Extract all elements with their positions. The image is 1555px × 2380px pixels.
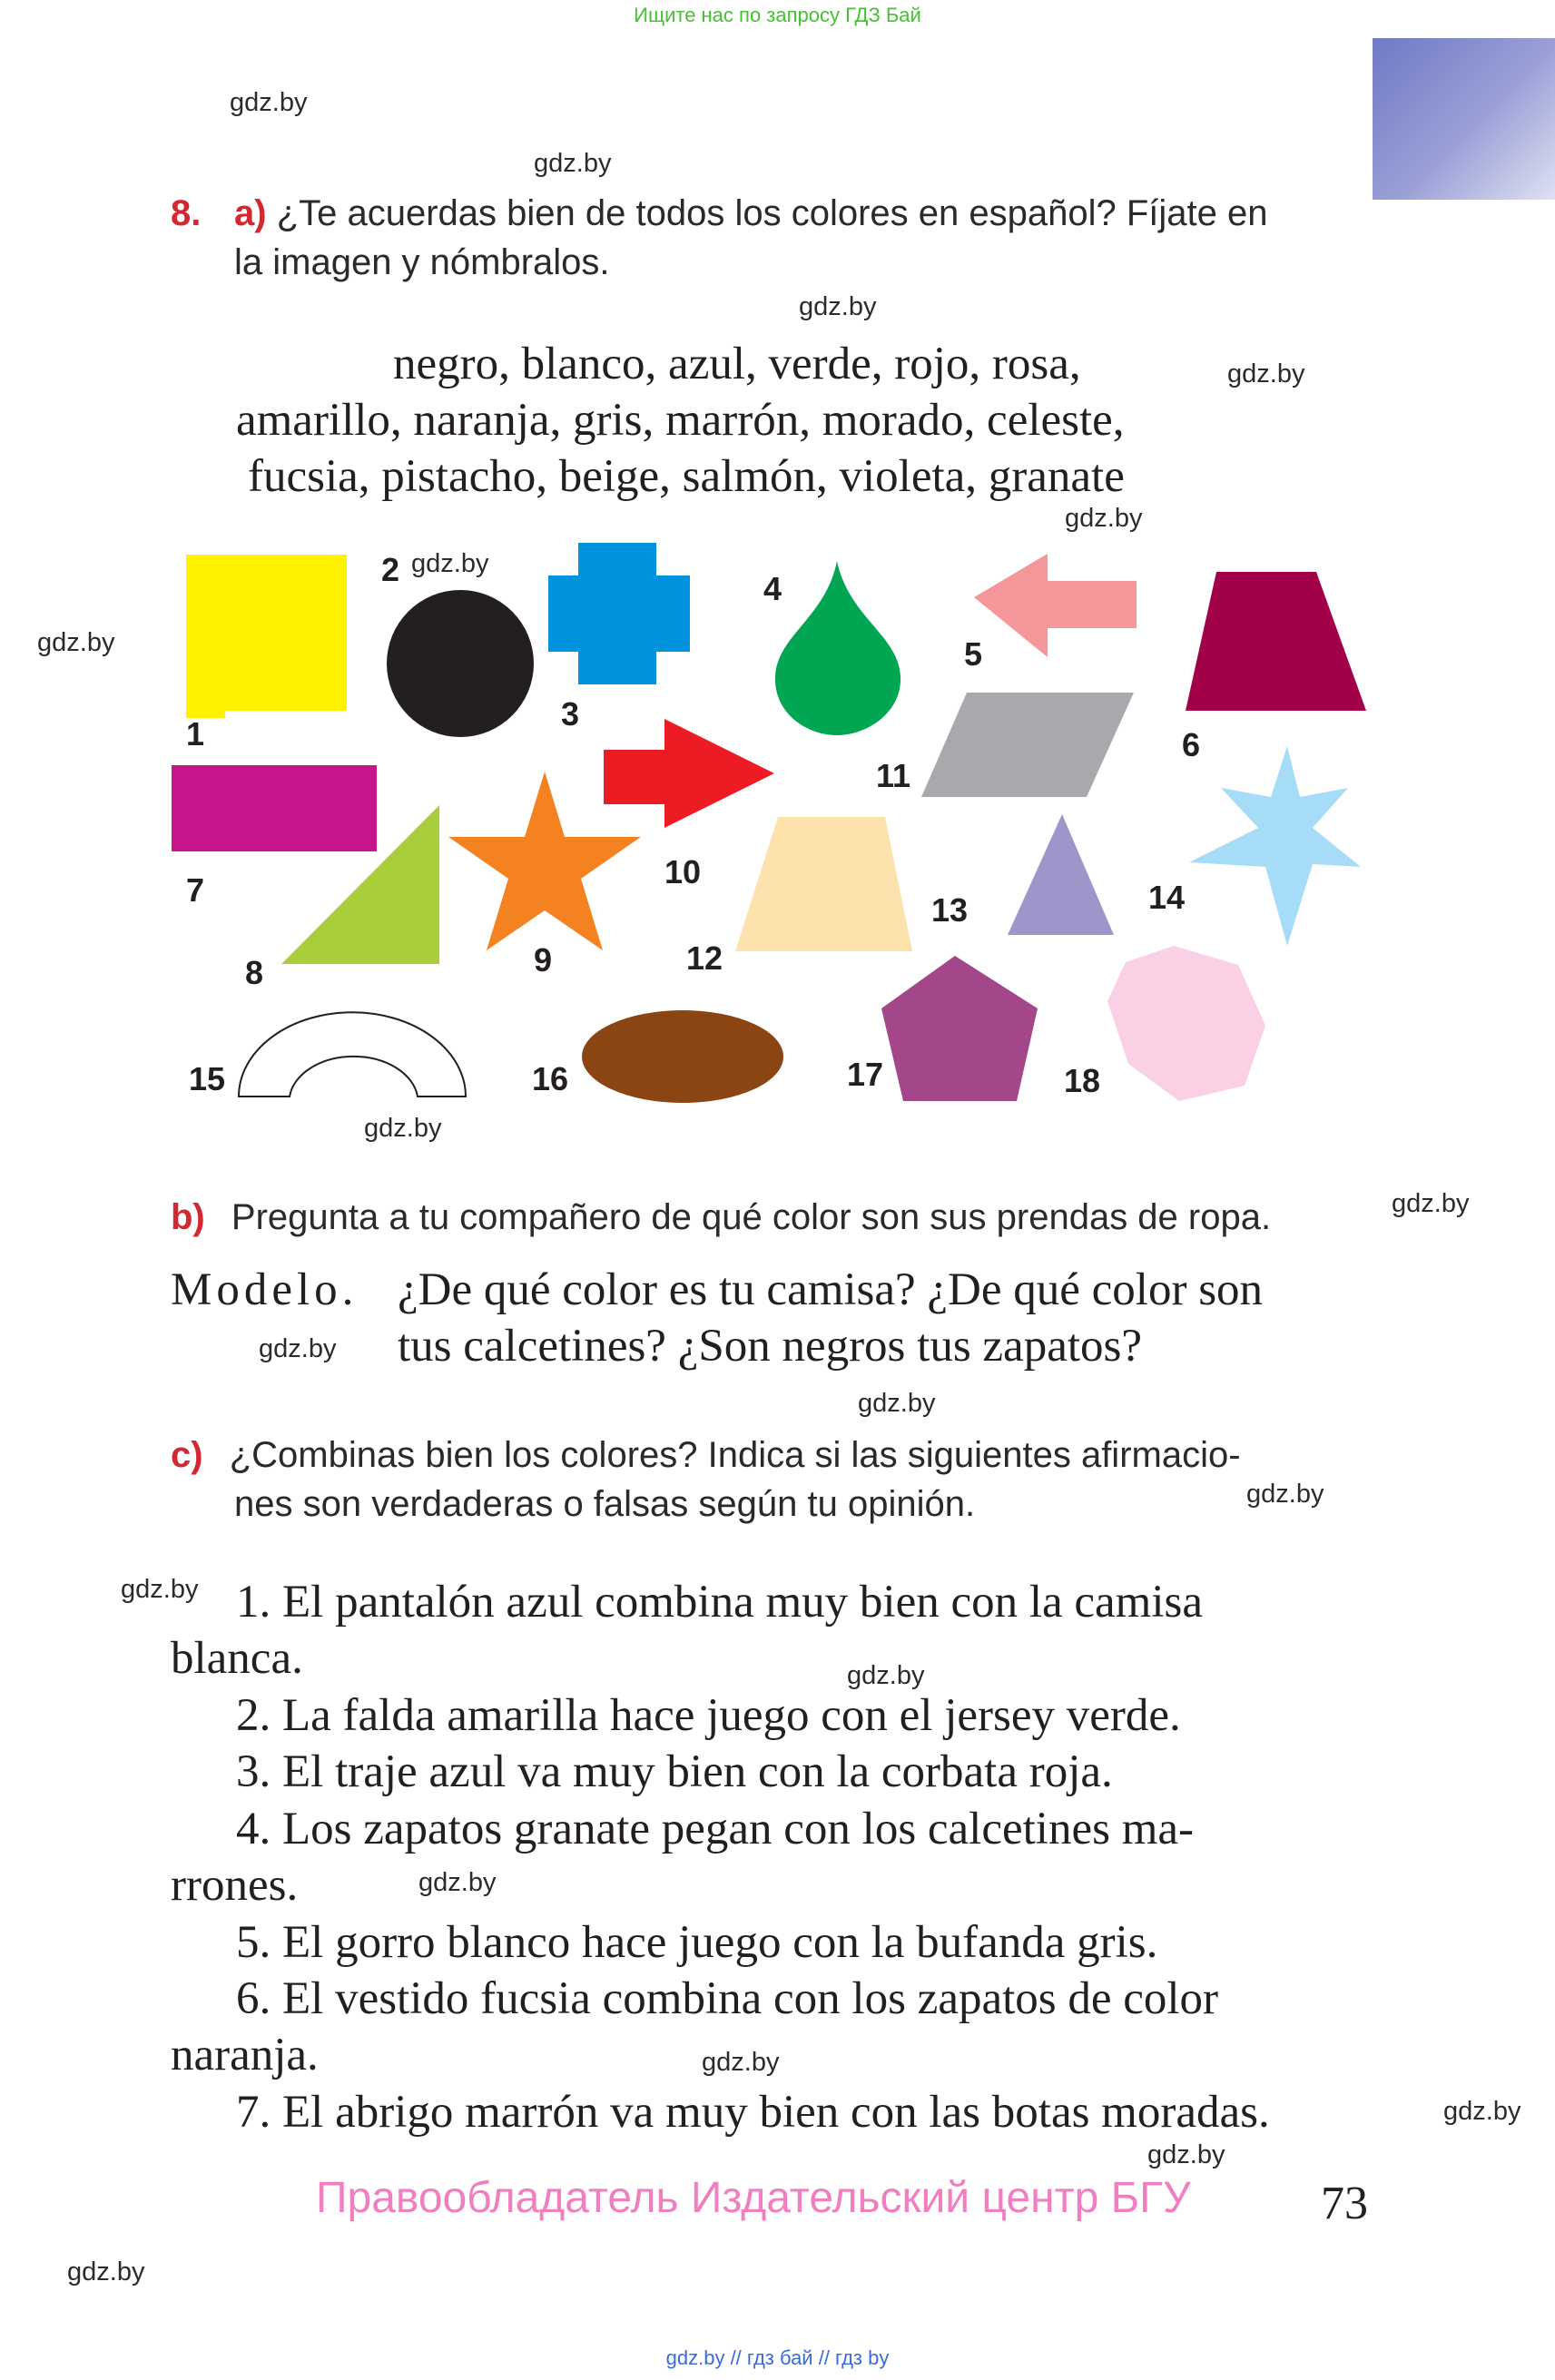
page-number: 73 bbox=[1321, 2178, 1368, 2229]
shape-label-1: 1 bbox=[186, 715, 205, 752]
statement-4-line1: 4. Los zapatos granate pegan con los calcetines ma- bbox=[236, 1804, 1194, 1854]
watermark: gdz.by bbox=[364, 1114, 442, 1143]
shape-label-12: 12 bbox=[686, 939, 723, 977]
shape-label-6: 6 bbox=[1182, 726, 1201, 763]
shape-18-pink-heptagon bbox=[1107, 946, 1265, 1101]
watermark: gdz.by bbox=[1227, 359, 1305, 388]
shape-17-purple-pentagon bbox=[881, 956, 1038, 1101]
watermark: gdz.by bbox=[37, 628, 115, 657]
part-c-text: ¿Combinas bien los colores? Indica si las siguientes afirmacio- bbox=[229, 1435, 1241, 1475]
part-b bbox=[171, 1193, 1271, 1242]
colors-line-1: negro, blanco, azul, verde, rojo, rosa, bbox=[393, 339, 1081, 389]
shape-2-black-circle bbox=[387, 590, 534, 737]
shape-4-green-drop bbox=[775, 561, 901, 735]
shape-5-salmon-arrow bbox=[974, 554, 1137, 657]
watermark: gdz.by bbox=[534, 149, 612, 178]
modelo-line-1: ¿De qué color es tu camisa? ¿De qué color son bbox=[398, 1264, 1264, 1315]
shape-label-8: 8 bbox=[245, 954, 264, 991]
shape-label-5: 5 bbox=[964, 635, 983, 673]
watermark: gdz.by bbox=[67, 2257, 145, 2287]
statement-6-line2: naranja. bbox=[171, 2030, 319, 2080]
watermark: gdz.by bbox=[418, 1868, 497, 1897]
top-banner[interactable]: Ищите нас по запросу ГДЗ Бай bbox=[634, 4, 921, 26]
shape-label-9: 9 bbox=[534, 941, 553, 979]
statement-6-line1: 6. El vestido fucsia combina con los zapatos de color bbox=[236, 1973, 1219, 2024]
shape-11-gray-parallelogram bbox=[921, 693, 1134, 797]
modelo-line-2: tus calcetines? ¿Son negros tus zapatos? bbox=[398, 1321, 1142, 1372]
statement-4-line2: rrones. bbox=[171, 1860, 299, 1911]
shape-label-7: 7 bbox=[186, 871, 205, 909]
shape-label-10: 10 bbox=[664, 853, 702, 890]
shape-10-red-arrow bbox=[604, 719, 774, 828]
shape-label-15: 15 bbox=[189, 1060, 226, 1097]
part-a-text: ¿Te acuerdas bien de todos los colores en español? Fíjate en bbox=[276, 193, 1268, 233]
statement-3: 3. El traje azul va muy bien con la corbata roja. bbox=[236, 1746, 1113, 1797]
watermark: gdz.by bbox=[1246, 1480, 1324, 1509]
shape-label-11: 11 bbox=[876, 757, 911, 794]
statement-2: 2. La falda amarilla hace juego con el jersey verde. bbox=[236, 1690, 1181, 1741]
watermark: gdz.by bbox=[847, 1661, 925, 1690]
shape-6-garnet-trapezoid bbox=[1186, 572, 1366, 711]
shape-14-skyblue-star bbox=[1189, 746, 1361, 946]
shape-label-14: 14 bbox=[1148, 879, 1186, 916]
shape-13-violet-triangle bbox=[1008, 814, 1114, 935]
part-a-letter: a) bbox=[234, 193, 267, 233]
shape-12-beige-trapezoid bbox=[735, 817, 912, 951]
shape-7-fuchsia-rectangle bbox=[172, 765, 377, 851]
part-c-letter: c) bbox=[171, 1435, 203, 1475]
bottom-links[interactable]: gdz.by // гдз бай // гдз by bbox=[665, 2346, 890, 2369]
statement-1-line1: 1. El pantalón azul combina muy bien con la camisa bbox=[236, 1577, 1203, 1628]
watermark: gdz.by bbox=[411, 549, 489, 578]
shape-label-3: 3 bbox=[561, 695, 580, 733]
copyright-owner: Правообладатель Издательский центр БГУ bbox=[316, 2174, 1191, 2222]
shape-label-16: 16 bbox=[532, 1060, 569, 1097]
shape-15-white-arch bbox=[239, 1012, 466, 1097]
shape-16-brown-ellipse bbox=[582, 1010, 783, 1103]
statement-1-line2: blanca. bbox=[171, 1633, 303, 1684]
watermark: gdz.by bbox=[799, 292, 877, 321]
modelo-label: Modelo. bbox=[171, 1264, 359, 1315]
part-c-line2: nes son verdaderas o falsas según tu opinión. bbox=[234, 1484, 976, 1524]
shape-3-blue-cross bbox=[548, 543, 690, 684]
shape-label-2: 2 bbox=[381, 551, 400, 588]
watermark: gdz.by bbox=[858, 1389, 936, 1418]
watermark: gdz.by bbox=[1392, 1189, 1470, 1218]
watermark: gdz.by bbox=[1443, 2097, 1521, 2126]
exercise-number-label: 8. bbox=[171, 193, 202, 233]
statement-7: 7. El abrigo marrón va muy bien con las botas moradas. bbox=[236, 2087, 1270, 2138]
watermark: gdz.by bbox=[121, 1575, 199, 1604]
part-b-text: Pregunta a tu compañero de qué color son sus prendas de ropa. bbox=[231, 1197, 1272, 1237]
watermark: gdz.by bbox=[1065, 504, 1143, 533]
watermark: gdz.by bbox=[230, 88, 308, 117]
colors-line-2: amarillo, naranja, gris, marrón, morado, celeste, bbox=[236, 395, 1125, 446]
shape-label-17: 17 bbox=[847, 1056, 884, 1093]
shape-label-13: 13 bbox=[931, 891, 969, 929]
statement-5: 5. El gorro blanco hace juego con la bufanda gris. bbox=[236, 1917, 1158, 1968]
shape-1-yellow-square bbox=[186, 555, 347, 718]
part-b-letter: b) bbox=[171, 1197, 205, 1237]
colors-line-3: fucsia, pistacho, beige, salmón, violeta, granate bbox=[248, 451, 1125, 502]
part-c-line1 bbox=[171, 1431, 1241, 1480]
shape-label-4: 4 bbox=[763, 570, 782, 607]
watermark: gdz.by bbox=[259, 1334, 337, 1363]
part-a-line2: la imagen y nómbralos. bbox=[234, 242, 610, 282]
shape-label-18: 18 bbox=[1064, 1062, 1101, 1099]
watermark: gdz.by bbox=[1147, 2140, 1225, 2169]
watermark: gdz.by bbox=[702, 2048, 780, 2077]
